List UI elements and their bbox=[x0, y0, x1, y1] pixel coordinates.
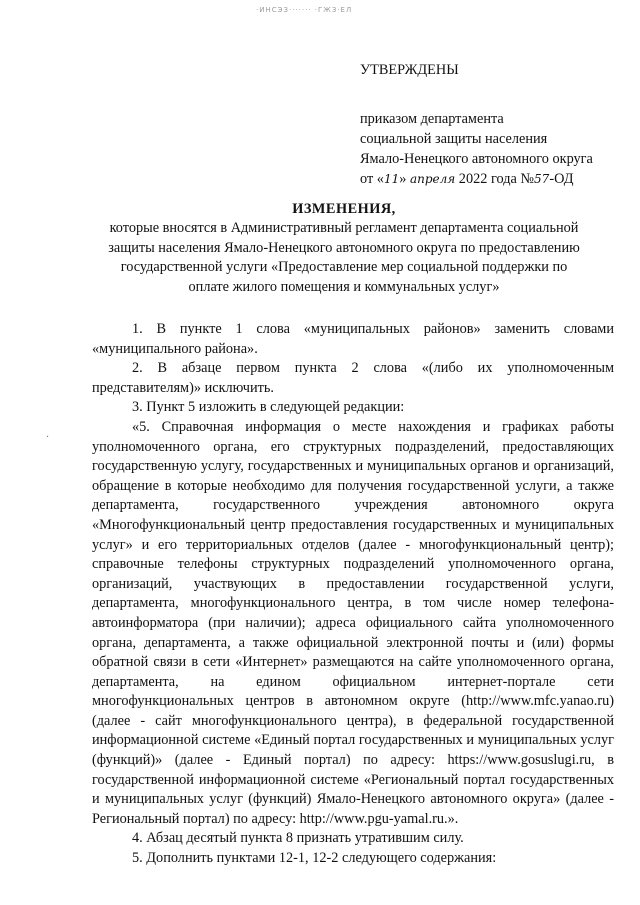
approval-line-3: Ямало-Ненецкого автономного округа bbox=[360, 151, 593, 167]
subtitle-line: государственной услуги «Предоставление мер социальной поддержки по bbox=[120, 259, 568, 276]
paragraph-5: 5. Дополнить пунктами 12-1, 12-2 следующего содержания: bbox=[132, 850, 497, 867]
subtitle-line: оплате жилого помещения и коммунальных услуг» bbox=[188, 278, 500, 295]
approval-line-1: приказом департамента bbox=[360, 111, 504, 127]
date-year: 2022 года № bbox=[455, 171, 535, 187]
date-prefix: от « bbox=[360, 171, 384, 187]
margin-mark: · bbox=[46, 432, 50, 443]
order-number-handwritten: 57 bbox=[534, 172, 550, 186]
order-suffix: -ОД bbox=[549, 171, 574, 187]
paragraph-3: 3. Пункт 5 изложить в следующей редакции: bbox=[132, 399, 405, 416]
document-title: ИЗМЕНЕНИЯ, bbox=[292, 201, 396, 217]
paragraph-4: 4. Абзац десятый пункта 8 признать утратившим силу. bbox=[132, 830, 464, 847]
scan-mark: ·ИНСЭЗ······· ·ГЖЗ·ЕЛ bbox=[256, 6, 353, 14]
document-body bbox=[92, 320, 614, 869]
paragraph-5-text: «5. Справочная информация о месте нахождения и графиках работы уполномоченного органа, его структурных подразделений, предоставляющих государственную услугу, государственных и муниципальных органов и организаций, обращение в которые необходимо для получения государственной услуги, а также департамента, государственного учреждения автономного округа «Многофункциональный центр предоставления государственных и муниципальных услуг» и его территориальных отделов (далее - многофункциональный центр); справочные телефоны структурных подразделений уполномоченного органа, организаций, участвующих в предоставлении государственной услуги, департамента, многофункционального центра, в том числе номер телефона-автоинформатора (при наличии); адреса официального сайта уполномоченного органа, департамента, а также официальной электронной почты и (или) формы обратной связи в сети «Интернет» размещаются на сайте уполномоченного органа, департамента, на едином официальном интернет-портале сети многофункциональных центров в автономном округе (http://www.mfc.yanao.ru) (далее - сайт многофункционального центра), в федеральной государственной информационной системе «Единый портал государственных и муниципальных услуг (функций)» (далее - Единый портал) по адресу: https://www.gosuslugi.ru, в государственной информационной системе «Региональный портал государственных и муниципальных услуг (функций) Ямало-Ненецкого автономного округа» (далее - Региональный портал) по адресу: http://www.pgu-yamal.ru.». bbox=[92, 418, 614, 827]
approval-heading: УТВЕРЖДЕНЫ bbox=[360, 62, 459, 78]
date-day-handwritten: 11 bbox=[383, 172, 400, 186]
subtitle-line: которые вносятся в Административный регламент департамента социальной bbox=[109, 220, 579, 236]
date-month-handwritten: апреля bbox=[409, 172, 456, 186]
document-title-block bbox=[85, 199, 603, 297]
approval-block bbox=[360, 60, 593, 189]
approval-line-2: социальной защиты населения bbox=[360, 131, 548, 147]
paragraph-1: 1. В пункте 1 слова «муниципальных районов» заменить словами «муниципального района». bbox=[92, 321, 614, 357]
approval-date-line bbox=[360, 169, 593, 189]
date-separator: » bbox=[399, 171, 407, 187]
paragraph-2: 2. В абзаце первом пункта 2 слова «(либо их уполномоченным представителям)» исключить. bbox=[92, 360, 614, 396]
subtitle-line: защиты населения Ямало-Ненецкого автономного округа по предоставлению bbox=[108, 239, 580, 256]
